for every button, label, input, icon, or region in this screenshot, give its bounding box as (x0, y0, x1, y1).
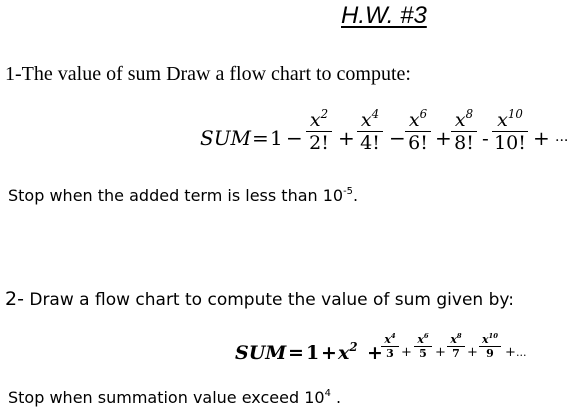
plus-sign: + (321, 342, 337, 364)
fraction-term (451, 106, 477, 154)
denominator: 9 (486, 347, 494, 360)
ellipsis: ... (516, 346, 527, 359)
term-sign: + (467, 345, 478, 360)
numerator: $x^2$ (309, 106, 329, 131)
numerator: $x^8$ (454, 106, 474, 131)
tail-sign: + (533, 126, 550, 150)
fraction-term (357, 106, 383, 154)
fraction-term (414, 333, 432, 360)
numerator: $x^8$ (450, 332, 462, 346)
denominator: 6! (408, 132, 428, 154)
term-sign: + (435, 345, 446, 360)
term-sign: + (435, 126, 452, 150)
sum-label: SUM (200, 126, 252, 150)
exponent: -5 (343, 186, 353, 198)
denominator: 2! (309, 132, 329, 154)
fraction-term (306, 106, 332, 154)
problem-1-stop-condition: Stop when the added term is less than $10^{-5}$. (8, 186, 359, 205)
term-sign: − (389, 126, 406, 150)
numerator: $x^6$ (408, 106, 428, 131)
fraction-term (492, 106, 528, 154)
denominator: 5 (419, 347, 427, 360)
term-sign: - (482, 126, 489, 150)
numerator: $x^{10}$ (497, 106, 523, 131)
denominator: 3 (386, 347, 394, 360)
denominator: 7 (452, 347, 460, 360)
denominator: 8! (454, 132, 474, 154)
first-term: 1 (270, 126, 283, 150)
problem-1-statement: 1-The value of sum Draw a flow chart to compute: (5, 63, 411, 85)
page-title: H.W. #3 (341, 2, 427, 29)
problem-2-stop-condition: Stop when summation value exceed $10^4$ . (8, 388, 342, 407)
exponent: 4 (324, 388, 331, 400)
term-sign: + (505, 345, 516, 360)
first-term: 1 (306, 342, 320, 364)
x-squared-term: $x^2$ (338, 339, 358, 364)
problem-2-statement: 2- Draw a flow chart to compute the value of sum given by: (5, 288, 514, 310)
fraction-term (381, 333, 399, 360)
numerator: $x^6$ (417, 332, 429, 346)
term-sign: + (338, 126, 355, 150)
equals-sign: = (288, 342, 304, 364)
denominator: 4! (360, 132, 380, 154)
ellipsis: ... (555, 129, 569, 145)
fraction-term (447, 333, 465, 360)
sum-label: SUM (235, 342, 287, 364)
equals-sign: = (252, 126, 269, 150)
numerator: $x^4$ (360, 106, 380, 131)
fraction-term (479, 333, 501, 360)
fraction-term (405, 106, 431, 154)
denominator: 10! (494, 132, 526, 154)
numerator: $x^4$ (384, 332, 396, 346)
term-sign: − (286, 126, 303, 150)
numerator: $x^{10}$ (481, 332, 499, 346)
plus-sign: + (367, 342, 383, 364)
term-sign: + (401, 345, 412, 360)
